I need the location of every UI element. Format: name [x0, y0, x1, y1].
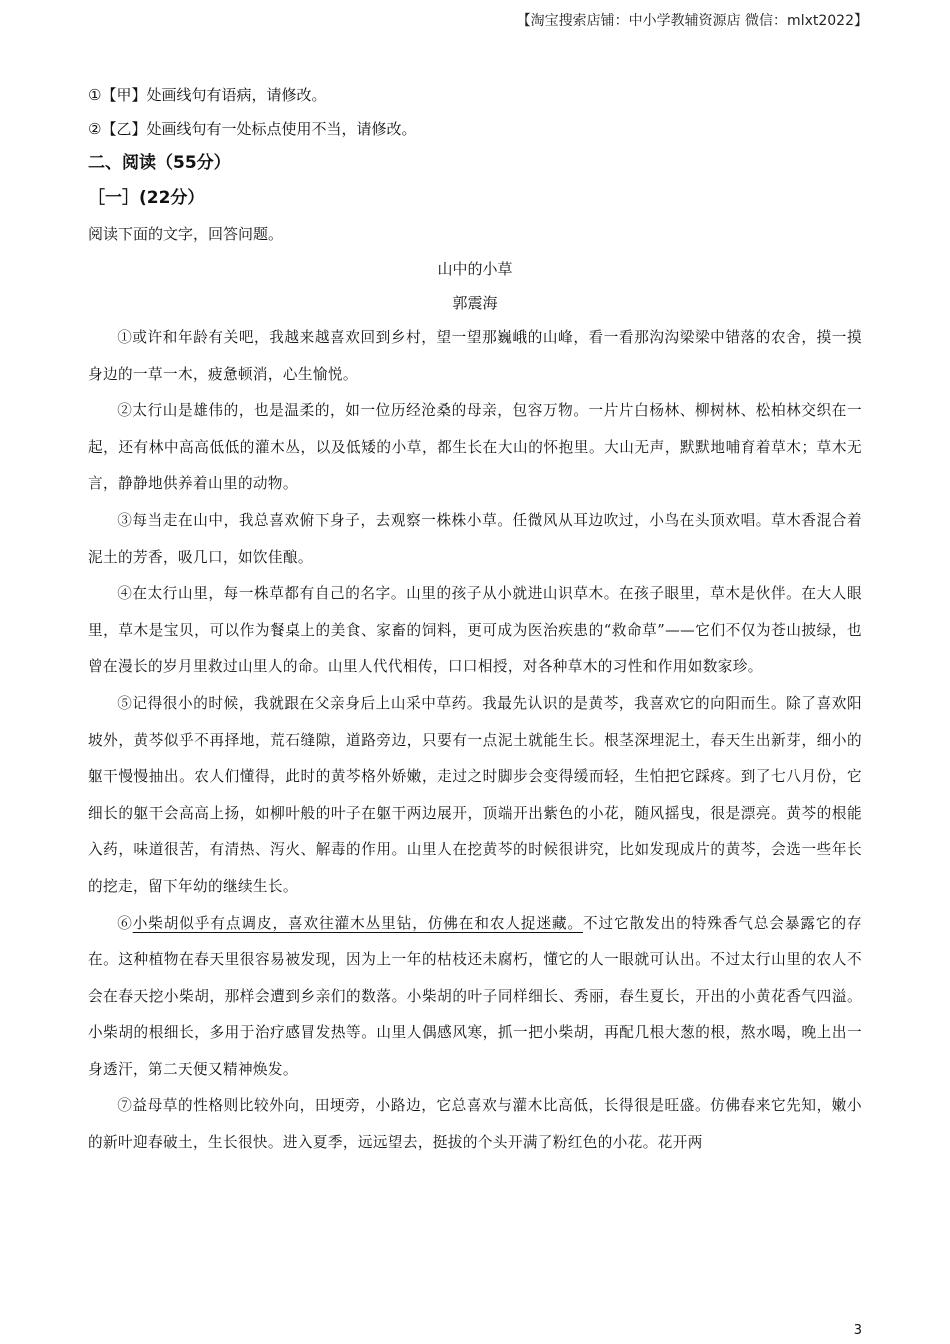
- subsection-title: ［一］(22分）: [88, 188, 205, 208]
- underlined-sentence: 小柴胡似乎有点调皮，喜欢往灌木丛里钻，仿佛在和农人捉迷藏。: [132, 914, 584, 932]
- reading-instruction: 阅读下面的文字，回答问题。: [88, 225, 284, 243]
- page-number: 3: [853, 1323, 862, 1338]
- paragraph-6-number: ⑥: [117, 914, 133, 932]
- page-content: [88, 78, 862, 1162]
- paragraph-2: ②太行山是雄伟的，也是温柔的，如一位历经沧桑的母亲，包容万物。一片片白杨林、柳树林、松柏林交织在一起，还有林中高高低低的灌木丛，以及低矮的小草，都生长在大山的怀抱里。大山无声，默默地哺育着草木；草木无言，静静地供养着山里的动物。: [88, 402, 862, 493]
- header-note: 【淘宝搜索店铺：中小学教辅资源店 微信：mlxt2022】: [516, 13, 868, 29]
- section-title: 二、阅读（55分）: [88, 153, 231, 173]
- paragraph-3: ③每当走在山中，我总喜欢俯下身子，去观察一株株小草。任微风从耳边吹过，小鸟在头顶欢唱。草木香混合着泥土的芳香，吸几口，如饮佳酿。: [88, 511, 862, 566]
- question-2: ②【乙】处画线句有一处标点使用不当，请修改。: [88, 120, 417, 138]
- question-1: ①【甲】处画线句有语病，请修改。: [88, 86, 327, 104]
- article-author: 郭震海: [452, 294, 498, 312]
- paragraph-6: [88, 906, 862, 1089]
- paragraph-5: ⑤记得很小的时候，我就跟在父亲身后上山采中草药。我最先认识的是黄芩，我喜欢它的向阳而生。除了喜欢阳坡外，黄芩似乎不再择地，荒石缝隙，道路旁边，只要有一点泥土就能生长。根茎深埋泥土，春天生出新芽，细小的躯干慢慢抽出。农人们懂得，此时的黄芩格外娇嫩，走过之时脚步会变得缓而轻，生怕把它踩疼。到了七八月份，它细长的躯干会高高上扬，如柳叶般的叶子在躯干两边展开，顶端开出紫色的小花，随风摇曳，很是漂亮。黄芩的根能入药，味道很苦，有清热、泻火、解毒的作用。山里人在挖黄芩的时候很讲究，比如发现成片的黄芩，会选一些年长的挖走，留下年幼的继续生长。: [88, 694, 862, 895]
- paragraph-7: ⑦益母草的性格则比较外向，田埂旁，小路边，它总喜欢与灌木比高低，长得很是旺盛。仿佛春来它先知，嫩小的新叶迎春破土，生长很快。进入夏季，远远望去，挺拔的个头开满了粉红色的小花。花开两: [88, 1097, 862, 1152]
- paragraph-6-rest: 不过它散发出的特殊香气总会暴露它的存在。这种植物在春天里很容易被发现，因为上一年的枯枝还未腐朽，懂它的人一眼就可认出。不过太行山里的农人不会在春天挖小柴胡，那样会遭到乡亲们的数落。小柴胡的叶子同样细长、秀丽，春生夏长，开出的小黄花香气四溢。小柴胡的根细长，多用于治疗感冒发热等。山里人偶感风寒，抓一把小柴胡，再配几根大葱的根，熬水喝，晚上出一身透汗，第二天便又精神焕发。: [88, 914, 862, 1078]
- article-title: 山中的小草: [437, 260, 513, 278]
- paragraph-1: ①或许和年龄有关吧，我越来越喜欢回到乡村，望一望那巍峨的山峰，看一看那沟沟梁梁中错落的农舍，摸一摸身边的一草一木，疲惫顿消，心生愉悦。: [88, 329, 862, 383]
- paragraph-4: ④在太行山里，每一株草都有自己的名字。山里的孩子从小就进山识草木。在孩子眼里，草木是伙伴。在大人眼里，草木是宝贝，可以作为餐桌上的美食、家畜的饲料，更可成为医治疾患的“救命草”——它们不仅为苍山披绿，也曾在漫长的岁月里救过山里人的命。山里人代代相传，口口相授，对各种草木的习性和作用如数家珍。: [88, 585, 862, 676]
